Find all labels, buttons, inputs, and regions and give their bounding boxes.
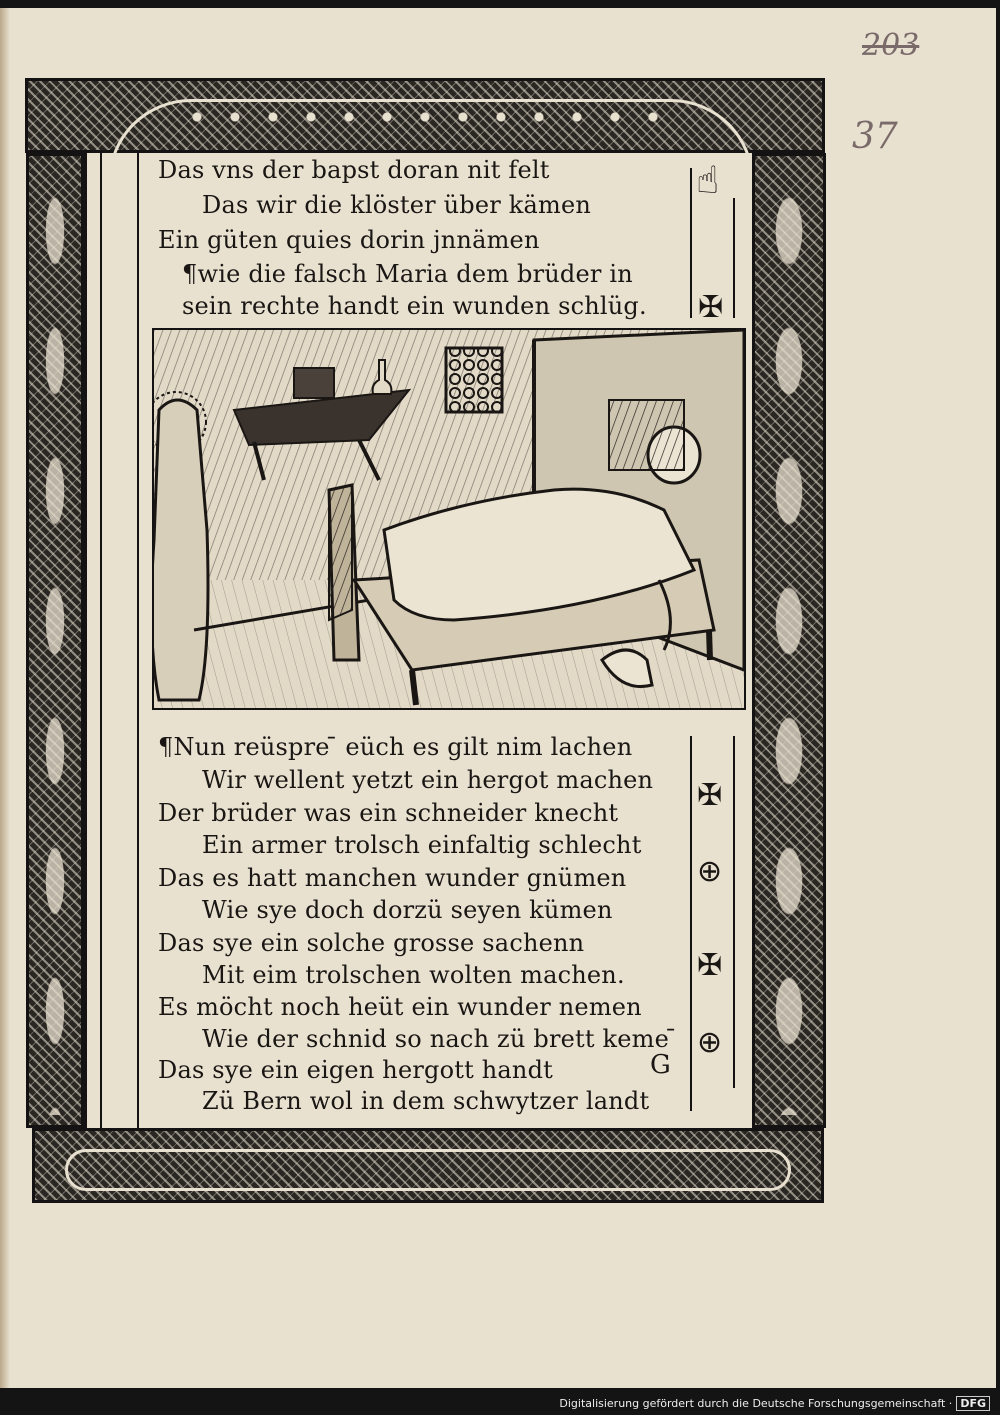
- circle-cross-icon: ⊕: [697, 1025, 723, 1060]
- cross-icon: ✠: [697, 778, 723, 813]
- rule-line-bottom-margin-2: [733, 736, 735, 1088]
- border-studs: [178, 111, 678, 123]
- rule-line-top-margin: [690, 168, 692, 318]
- signature-mark-g: G: [650, 1050, 671, 1080]
- woodcut-illustration: [152, 328, 746, 710]
- verse-line: Wir wellent yetzt ein hergot machen: [202, 766, 654, 794]
- border-vine: [65, 1149, 791, 1191]
- verse-line: Wie der schnid so nach zü brett keme ̄: [202, 1025, 677, 1053]
- ornamental-top-border: [25, 78, 825, 153]
- cross-icon: ✠: [697, 948, 723, 983]
- ornamental-right-pillar: [752, 153, 826, 1128]
- rubric-line: sein rechte handt ein wunden schlüg.: [182, 292, 647, 320]
- verse-line: Der brüder was ein schneider knecht: [158, 799, 619, 827]
- ornamental-left-pillar: [26, 153, 84, 1128]
- cross-icon: ✠: [698, 290, 724, 325]
- handwritten-folio-number: 37: [852, 116, 898, 157]
- verse-line: Das wir die klöster über kämen: [202, 191, 592, 219]
- rule-line-left: [100, 153, 102, 1128]
- verse-line: Mit eim trolschen wolten machen.: [202, 961, 625, 989]
- rule-line-top-margin-2: [733, 198, 735, 318]
- verse-line: Das sye ein solche grosse sachenn: [158, 929, 585, 957]
- pointing-hand-icon: ☝: [696, 158, 720, 202]
- verse-line: Ein armer trolsch einfaltig schlecht: [202, 831, 642, 859]
- circle-cross-icon: ⊕: [697, 854, 723, 889]
- rule-line-bottom-margin: [690, 736, 692, 1111]
- handwritten-old-number: 203: [862, 28, 920, 63]
- book-page: [0, 8, 996, 1388]
- verse-line: Das sye ein eigen hergott handt: [158, 1056, 553, 1084]
- dfg-logo: DFG: [956, 1396, 990, 1411]
- verse-line: Ein güten quies dorin jnnämen: [158, 226, 540, 254]
- digitization-credit: [559, 1396, 990, 1411]
- verse-line: Das vns der bapst doran nit felt: [158, 156, 550, 184]
- ornamental-bottom-border: [32, 1128, 824, 1203]
- verse-line: ¶Nun reüspre ̄ eüch es gilt nim lachen: [158, 733, 633, 761]
- verse-line: Zü Bern wol in dem schwytzer landt: [202, 1087, 650, 1115]
- rubric-line: ¶wie die falsch Maria dem brüder in: [182, 260, 633, 288]
- credit-text: Digitalisierung gefördert durch die Deutsche Forschungsgemeinschaft ·: [559, 1397, 953, 1410]
- verse-line: Es möcht noch heüt ein wunder nemen: [158, 993, 642, 1021]
- verse-line: Das es hatt manchen wunder gnümen: [158, 864, 627, 892]
- verse-line: Wie sye doch dorzü seyen kümen: [202, 896, 613, 924]
